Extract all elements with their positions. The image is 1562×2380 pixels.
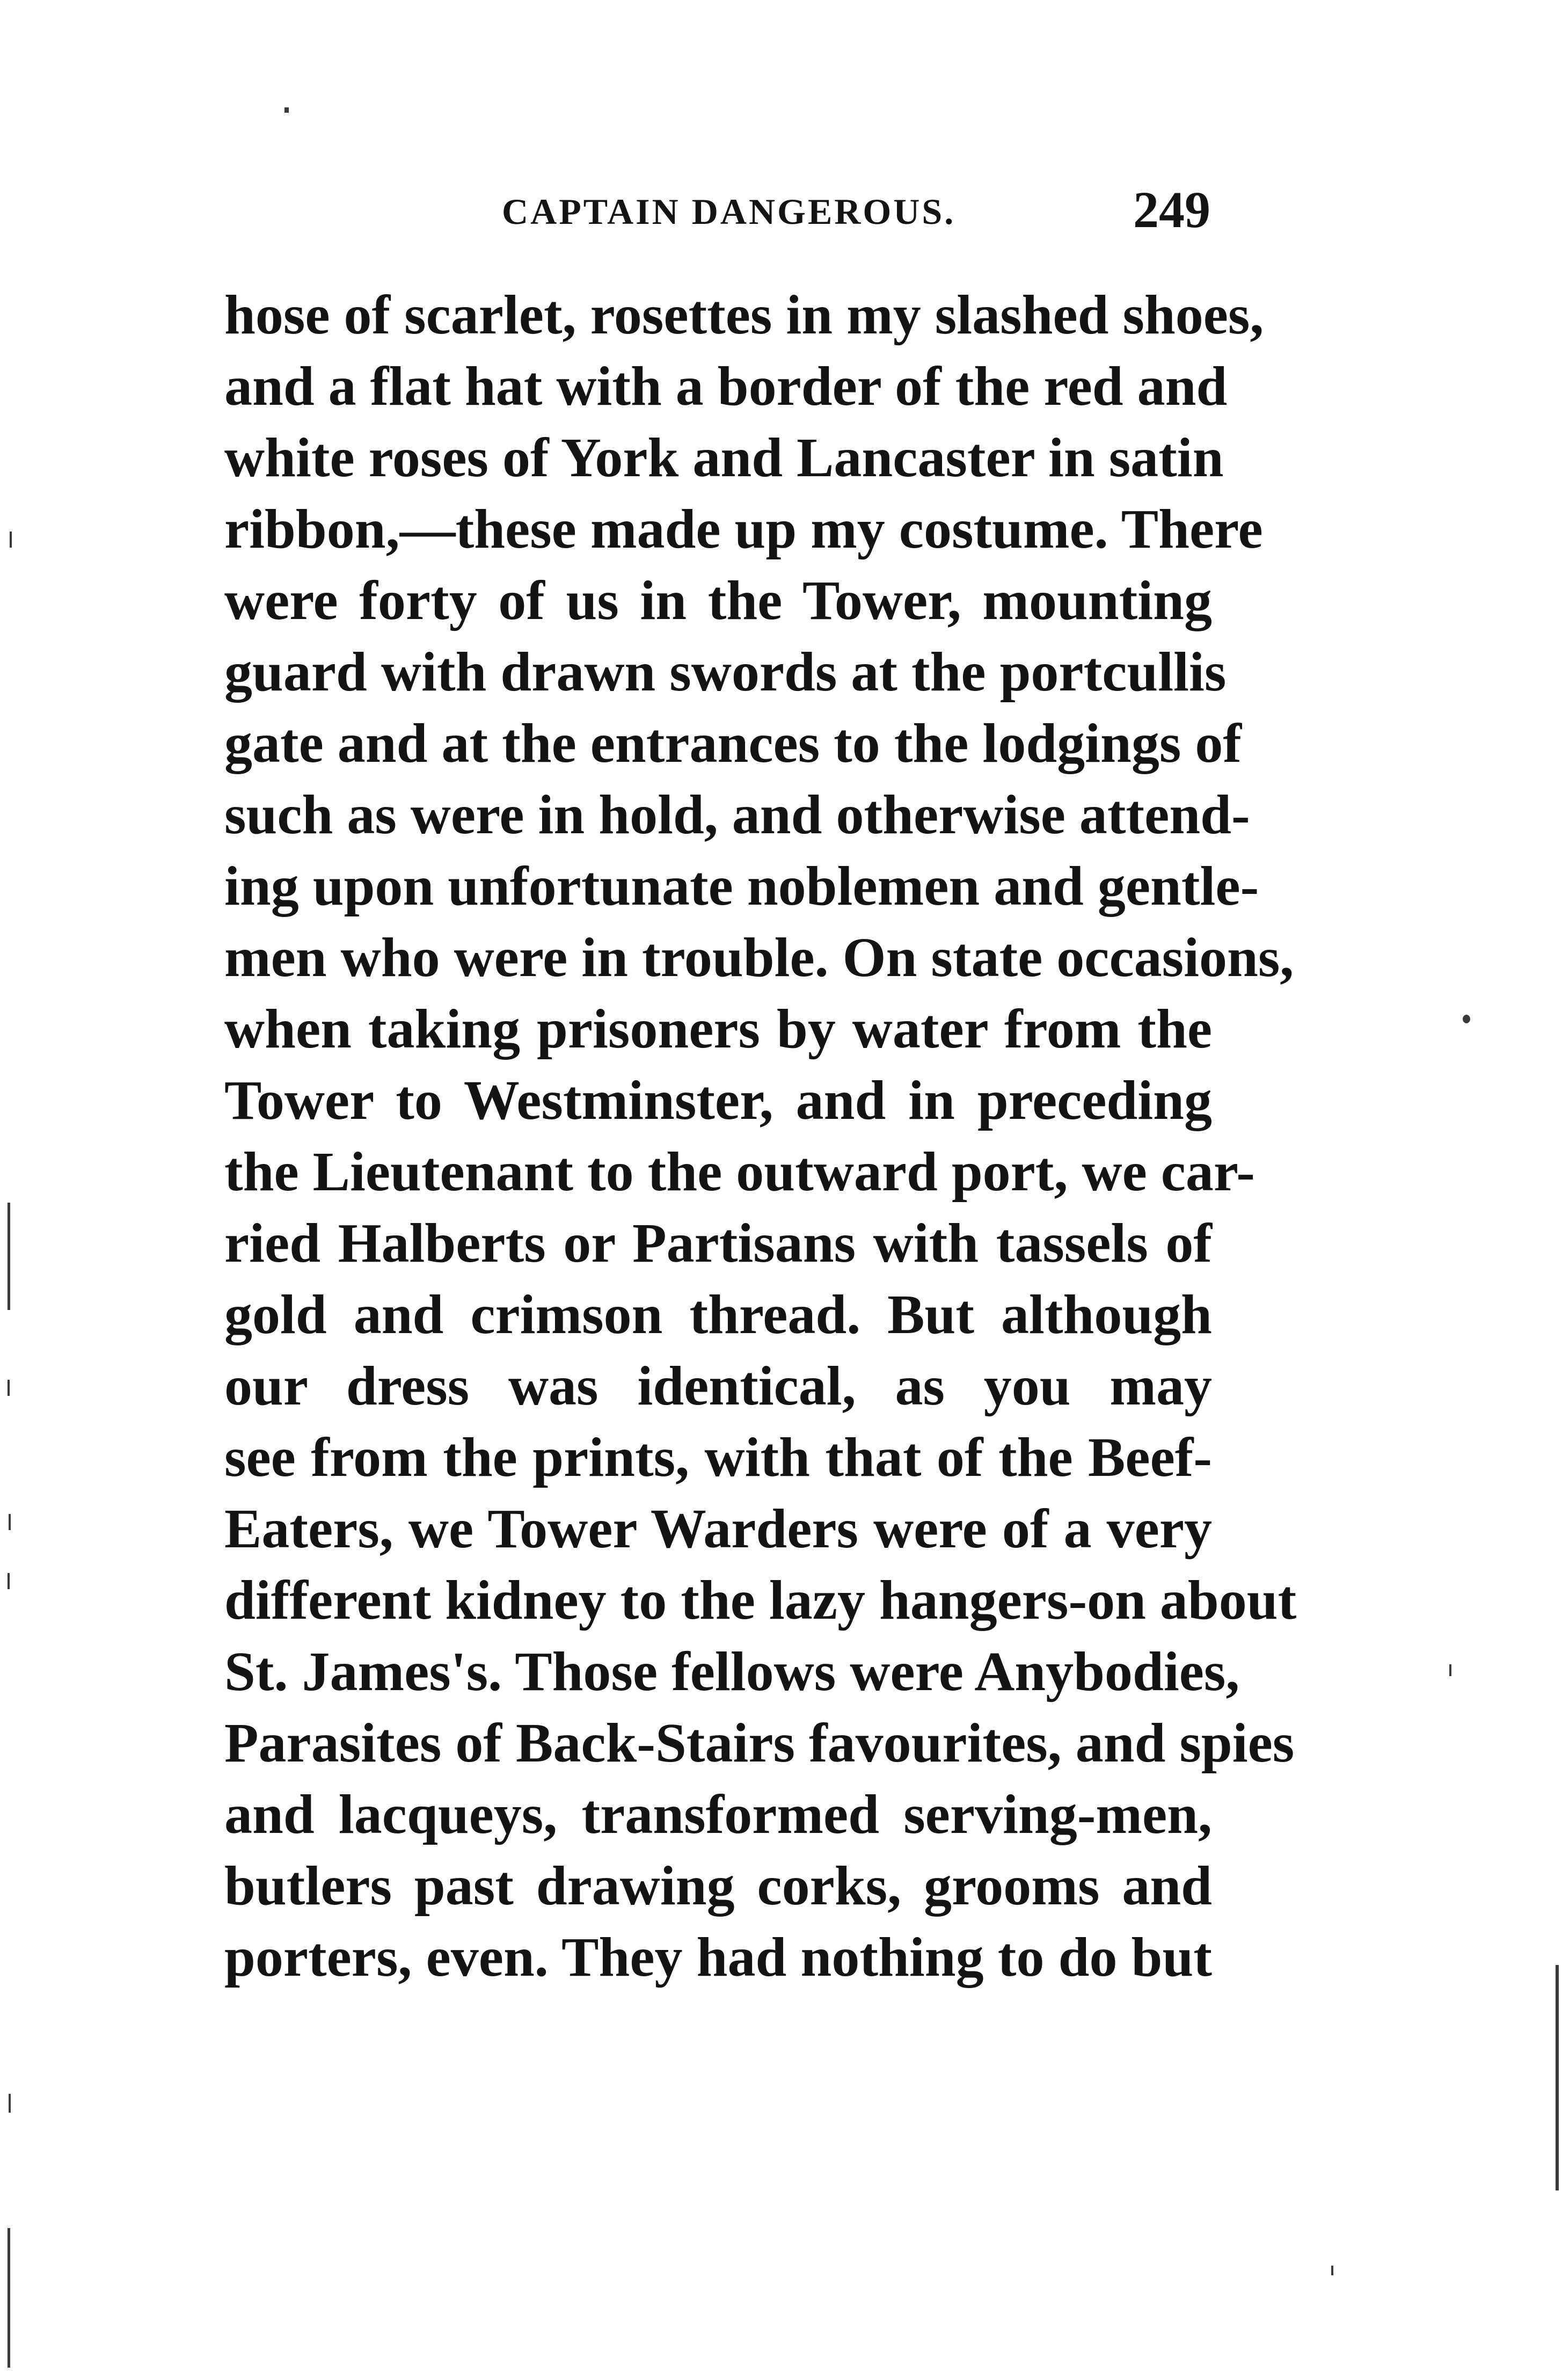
text-line: gate and at the entrances to the lodgings of — [224, 712, 1242, 774]
text-line: such as were in hold, and otherwise attend- — [224, 784, 1250, 846]
page-number: 249 — [1133, 181, 1210, 238]
text-line: the Lieutenant to the outward port, we car- — [224, 1141, 1255, 1203]
scan-speck — [284, 107, 289, 113]
text-line: gold and crimson thread. But although — [224, 1284, 1212, 1345]
text-line: ing upon unfortunate noblemen and gentle- — [224, 855, 1259, 917]
text-line: Parasites of Back-Stairs favourites, and spies — [224, 1712, 1295, 1774]
text-line: butlers past drawing corks, grooms and — [224, 1855, 1212, 1917]
text-line: ried Halberts or Partisans with tassels of — [224, 1212, 1212, 1274]
running-head — [225, 180, 1210, 239]
text-line: different kidney to the lazy hangers-on about — [224, 1569, 1297, 1631]
scan-speck — [1463, 1015, 1470, 1023]
text-line: hose of scarlet, rosettes in my slashed shoes, — [224, 284, 1264, 346]
text-line: when taking prisoners by water from the — [224, 998, 1212, 1060]
scan-speck — [1331, 2266, 1333, 2275]
scan-speck — [9, 2094, 11, 2113]
text-line: and a flat hat with a border of the red and — [224, 355, 1228, 417]
text-line: white roses of York and Lancaster in satin — [224, 427, 1224, 489]
text-line: St. James's. Those fellows were Anybodies, — [224, 1641, 1240, 1702]
text-line: were forty of us in the Tower, mounting — [224, 570, 1212, 631]
scan-speck — [8, 2228, 10, 2368]
running-title: CAPTAIN DANGEROUS. — [502, 191, 956, 232]
scan-speck — [8, 1203, 10, 1310]
text-line: our dress was identical, as you may — [224, 1355, 1212, 1417]
text-line: guard with drawn swords at the portcullis — [224, 641, 1227, 703]
scan-speck — [9, 1514, 11, 1530]
body-text — [224, 279, 1297, 1993]
text-line: Eaters, we Tower Warders were of a very — [224, 1498, 1212, 1560]
scan-speck — [8, 1573, 10, 1589]
scan-speck — [1449, 1664, 1451, 1676]
scan-speck — [8, 1380, 10, 1396]
text-line: and lacqueys, transformed serving-men, — [224, 1784, 1212, 1845]
text-line: see from the prints, with that of the Beef- — [224, 1426, 1212, 1488]
text-line: porters, even. They had nothing to do but — [224, 1926, 1212, 1988]
text-line: men who were in trouble. On state occasions, — [224, 927, 1294, 988]
text-line: ribbon,—these made up my costume. There — [224, 498, 1263, 560]
scan-speck — [1556, 1965, 1559, 2190]
scan-speck — [10, 532, 12, 548]
text-line: Tower to Westminster, and in preceding — [224, 1069, 1212, 1131]
